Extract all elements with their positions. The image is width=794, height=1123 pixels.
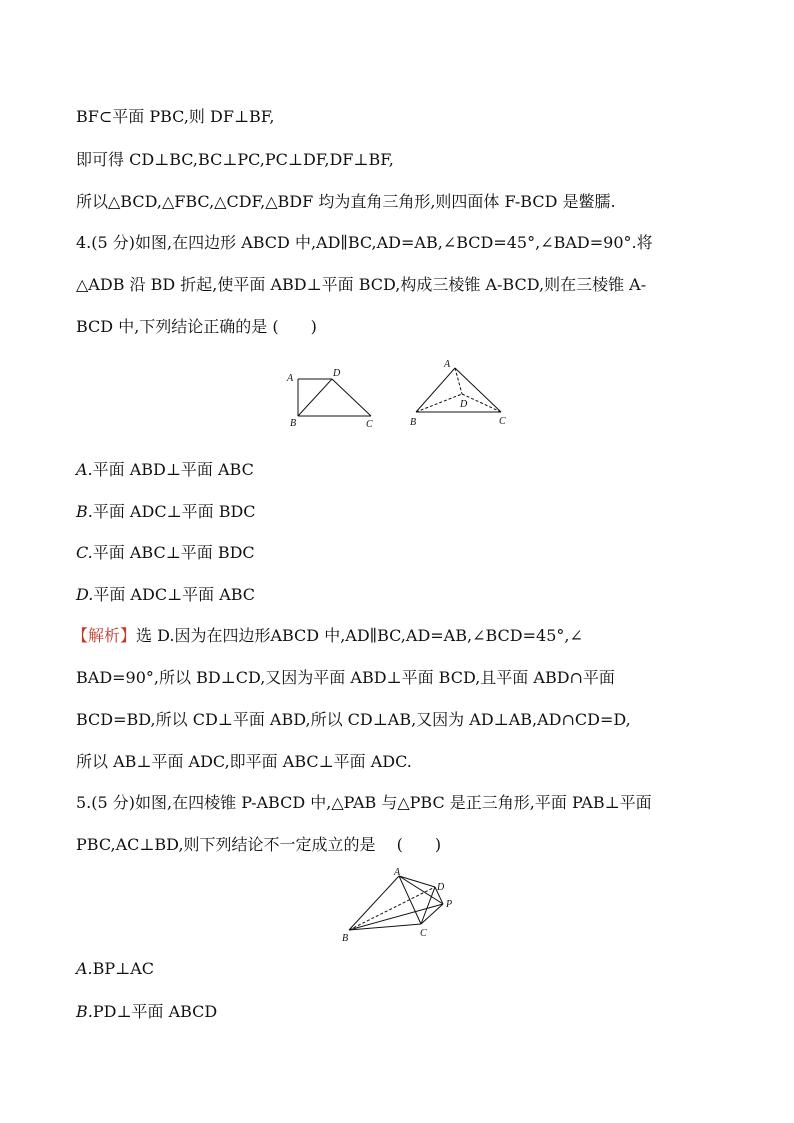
text-line: BF⊂平面 PBC,则 DF⊥BF, xyxy=(76,107,275,126)
question-4-stem-line: BCD 中,下列结论正确的是 ( ) xyxy=(76,317,317,336)
label-c: C xyxy=(366,419,373,430)
option-text: 平面 ABC⊥平面 BDC xyxy=(92,543,255,562)
segment-bd xyxy=(298,379,332,416)
option-text: 平面 ADC⊥平面 BDC xyxy=(92,502,256,521)
question-5-stem-line: PBC,AC⊥BD,则下列结论不一定成立的是 ( ) xyxy=(76,835,442,854)
option-letter: B. xyxy=(76,1002,93,1021)
label-c: C xyxy=(420,928,427,939)
quadrilateral-figure xyxy=(280,360,390,435)
question-5-stem-line: 5.(5 分)如图,在四棱锥 P-ABCD 中,△PAB 与△PBC 是正三角形,平面 PAB⊥平面 xyxy=(76,793,652,812)
question-4-stem-line: △ADB 沿 BD 折起,使平面 ABD⊥平面 BCD,构成三棱锥 A-BCD,则在三棱锥 A- xyxy=(76,275,647,294)
label-d: D xyxy=(460,399,468,410)
analysis-text: 选 D.因为在四边形ABCD 中,AD∥BC,AD=AB,∠BCD=45°,∠ xyxy=(136,626,583,645)
edge-bd-hidden xyxy=(416,394,462,412)
label-b: B xyxy=(342,933,349,944)
option-letter: B. xyxy=(76,502,93,521)
edge-dc-hidden xyxy=(462,394,501,412)
option-b xyxy=(76,1002,217,1022)
option-text: BP⊥AC xyxy=(92,959,155,978)
edge-ad xyxy=(399,876,435,887)
option-letter: A. xyxy=(76,959,93,978)
label-p: P xyxy=(446,899,453,910)
option-letter: D. xyxy=(76,585,94,604)
option-d xyxy=(76,585,255,605)
option-a xyxy=(76,959,154,979)
analysis-line xyxy=(72,626,583,646)
label-b: B xyxy=(290,418,297,429)
text-line: 所以△BCD,△FBC,△CDF,△BDF 均为直角三角形,则四面体 F-BCD 是鳖臑. xyxy=(76,192,616,211)
option-letter: C. xyxy=(76,543,93,562)
option-text: 平面 ADC⊥平面 ABC xyxy=(93,585,256,604)
option-text: PD⊥平面 ABCD xyxy=(92,1002,218,1021)
option-letter: A. xyxy=(76,460,93,479)
label-a: A xyxy=(287,373,294,384)
pyramid-figure xyxy=(335,864,465,946)
label-d: D xyxy=(333,368,341,379)
label-a: A xyxy=(394,867,401,878)
edge-ab xyxy=(349,876,399,930)
segment-dc xyxy=(332,379,371,416)
question-4-stem-line: 4.(5 分)如图,在四边形 ABCD 中,AD∥BC,AD=AB,∠BCD=45°,∠BAD=90°.将 xyxy=(76,233,653,252)
option-a xyxy=(76,460,254,480)
analysis-line: BCD=BD,所以 CD⊥平面 ABD,所以 CD⊥AB,又因为 AD⊥AB,AD∩CD=D, xyxy=(76,710,631,729)
label-c: C xyxy=(499,416,506,427)
label-d: D xyxy=(437,882,445,893)
option-text: 平面 ABD⊥平面 ABC xyxy=(92,460,254,479)
label-b: B xyxy=(410,417,417,428)
label-a: A xyxy=(444,359,451,370)
option-c xyxy=(76,543,255,563)
tetrahedron-figure xyxy=(400,352,520,432)
analysis-line: BAD=90°,所以 BD⊥CD,又因为平面 ABD⊥平面 BCD,且平面 ABD∩平面 xyxy=(76,668,615,687)
text-line: 即可得 CD⊥BC,BC⊥PC,PC⊥DF,DF⊥BF, xyxy=(76,150,394,169)
option-b xyxy=(76,502,256,522)
analysis-tag: 【解析】 xyxy=(72,626,137,645)
edge-dc xyxy=(421,887,435,924)
analysis-line: 所以 AB⊥平面 ADC,即平面 ABC⊥平面 ADC. xyxy=(76,752,412,771)
edge-ab xyxy=(416,368,455,412)
